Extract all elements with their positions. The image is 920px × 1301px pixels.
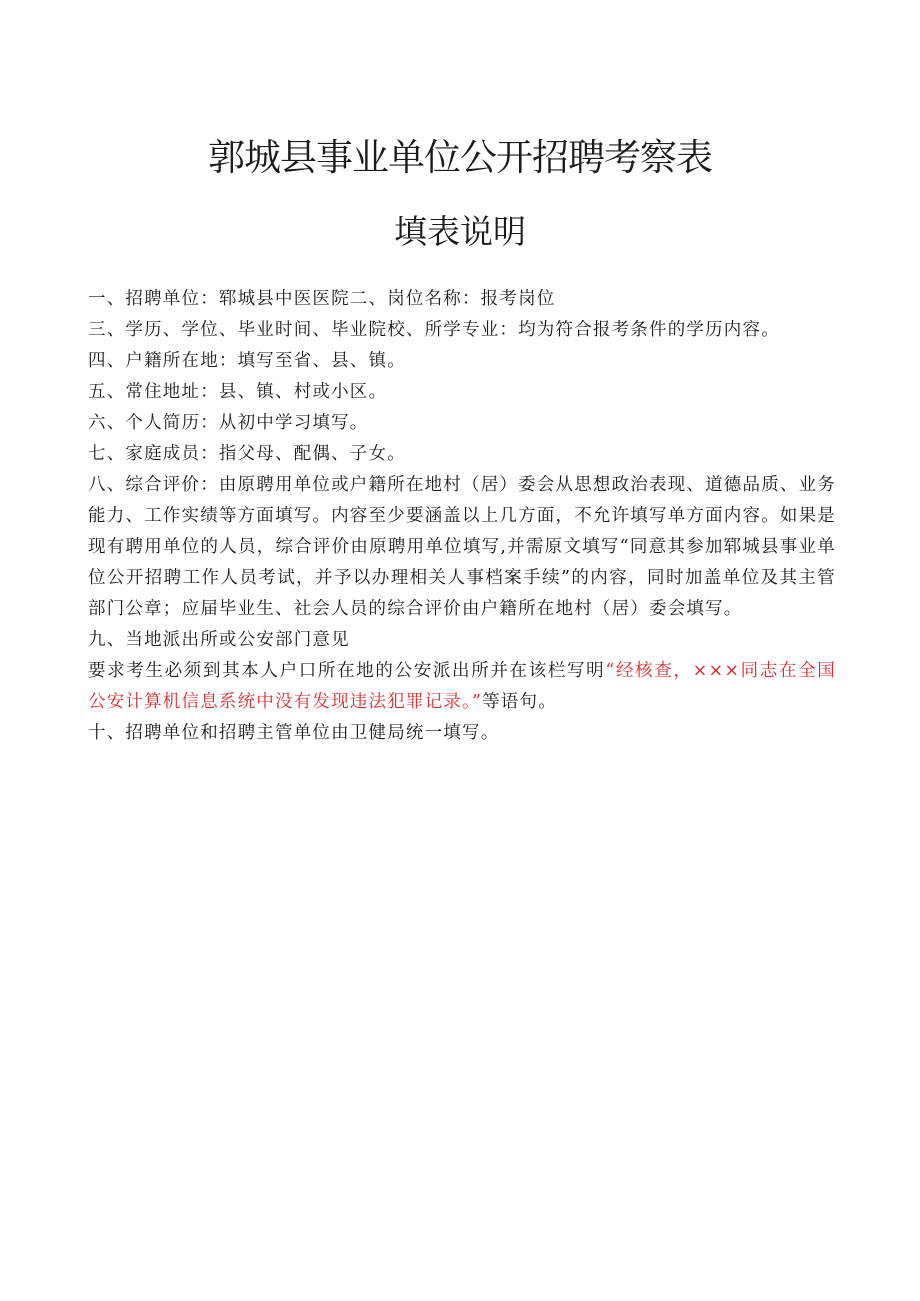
instructions-body bbox=[88, 284, 836, 749]
item9-suffix: 等语句。 bbox=[482, 692, 557, 712]
instruction-item-10: 十、招聘单位和招聘主管单位由卫健局统一填写。 bbox=[88, 723, 500, 743]
instruction-item-4: 四、户籍所在地：填写至省、县、镇。 bbox=[88, 351, 406, 371]
instruction-item-9-detail bbox=[88, 656, 836, 718]
instruction-item-3: 三、学历、学位、毕业时间、毕业院校、所学专业：均为符合报考条件的学历内容。 bbox=[88, 320, 780, 340]
instruction-item-9: 九、当地派出所或公安部门意见 bbox=[88, 630, 350, 650]
instruction-item-5: 五、常住地址：县、镇、村或小区。 bbox=[88, 382, 388, 402]
instruction-item-1: 一、招聘单位：郓城县中医医院二、岗位名称：报考岗位 bbox=[88, 289, 556, 309]
item9-required-statement: “经核查，×××同志在全国公安计算机信息系统中没有发现违法犯罪记录。” bbox=[88, 661, 836, 712]
instruction-item-6: 六、个人简历：从初中学习填写。 bbox=[88, 413, 369, 433]
item9-prefix: 要求考生必须到其本人户口所在地的公安派出所并在该栏写明 bbox=[88, 661, 606, 681]
document-subtitle: 填表说明 bbox=[394, 212, 526, 251]
instruction-item-8: 八、综合评价：由原聘用单位或户籍所在地村（居）委会从思想政治表现、道德品质、业务能力、工作实绩等方面填写。内容至少要涵盖以上几方面，不允许填写单方面内容。如果是现有聘用单位的人员，综合评价由原聘用单位填写,并需原文填写“同意其参加郓城县事业单位公开招聘工作人员考试，并予以办理相关人事档案手续”的内容，同时加盖单位及其主管部门公章；应届毕业生、社会人员的综合评价由户籍所在地村（居）委会填写。 bbox=[88, 475, 836, 619]
document-title: 郭城县事业单位公开招聘考察表 bbox=[208, 136, 712, 179]
instruction-item-7: 七、家庭成员：指父母、配偶、子女。 bbox=[88, 444, 406, 464]
